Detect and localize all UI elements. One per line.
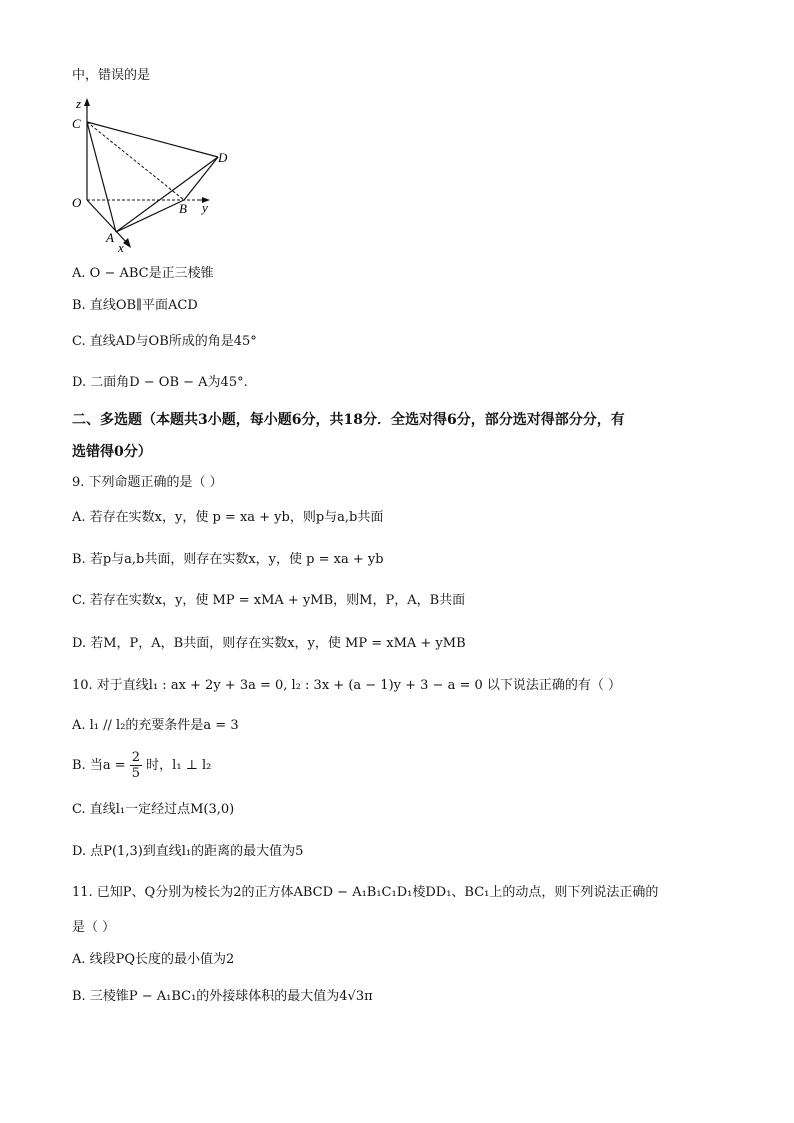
q11-stem-line2: 是（ ）: [72, 920, 116, 935]
section2-heading-line1: 二、多选题（本题共3小题，每小题6分，共18分．全选对得6分，部分选对得部分分，有: [72, 412, 625, 428]
intro-text: 中，错误的是: [72, 68, 151, 83]
edge-CD: [87, 122, 218, 157]
q10-option-d: D. 点P(1,3)到直线l₁的距离的最大值为5: [72, 844, 304, 859]
q11-stem-line1: 11. 已知P、Q分别为棱长为2的正方体ABCD − A₁B₁C₁D₁棱DD₁、BC₁上的动点，则下列说法正确的: [72, 885, 659, 900]
label-B: B: [179, 201, 187, 216]
q8-option-d: D. 二面角D − OB − A为45°.: [72, 375, 248, 390]
q8-option-c: C. 直线AD与OB所成的角是45°: [72, 334, 257, 349]
q8-option-a: A. O − ABC是正三棱锥: [72, 266, 214, 281]
q9-option-d: D. 若M，P，A，B共面，则存在实数x，y，使 MP = xMA + yMB: [72, 636, 466, 651]
z-arrow: [84, 98, 90, 106]
label-z: z: [76, 96, 82, 111]
q9-option-c: C. 若存在实数x，y，使 MP = xMA + yMB，则M，P，A，B共面: [72, 593, 466, 608]
q9-stem: 9. 下列命题正确的是（ ）: [72, 475, 223, 490]
q10-b-suffix: 时，l₁ ⊥ l₂: [146, 758, 212, 773]
label-y: y: [202, 200, 208, 215]
q10-stem: 10. 对于直线l₁ : ax + 2y + 3a = 0, l₂ : 3x + (a − 1)y + 3 − a = 0 以下说法正确的有（ ）: [72, 678, 622, 693]
q10-option-c: C. 直线l₁一定经过点M(3,0): [72, 802, 235, 817]
label-C: C: [72, 116, 81, 131]
edge-AD: [116, 157, 218, 232]
section2-heading-line2: 选错得0分）: [72, 444, 152, 460]
q10-option-a: A. l₁ // l₂的充要条件是a = 3: [72, 718, 239, 733]
q10-b-prefix: B. 当a =: [72, 758, 126, 773]
label-A: A: [106, 230, 114, 245]
label-x: x: [118, 240, 124, 255]
q11-option-b: B. 三棱锥P − A₁BC₁的外接球体积的最大值为4√3π: [72, 989, 373, 1004]
q9-option-b: B. 若p与a,b共面，则存在实数x，y，使 p = xa + yb: [72, 552, 384, 567]
edge-CB: [87, 122, 184, 200]
edge-AB: [116, 200, 184, 232]
tetrahedron-figure: [66, 96, 246, 256]
q10-option-b: [72, 746, 211, 786]
fraction-two-fifths: [130, 750, 142, 781]
q8-option-b: B. 直线OB∥平面ACD: [72, 298, 198, 313]
q11-option-a: A. 线段PQ长度的最小值为2: [72, 952, 235, 967]
fraction-numerator: 2: [131, 750, 141, 765]
label-O: O: [72, 195, 82, 210]
fraction-denominator: 5: [131, 766, 141, 781]
label-D: D: [218, 150, 228, 165]
q9-option-a: A. 若存在实数x，y，使 p = xa + yb，则p与a,b共面: [72, 510, 384, 525]
